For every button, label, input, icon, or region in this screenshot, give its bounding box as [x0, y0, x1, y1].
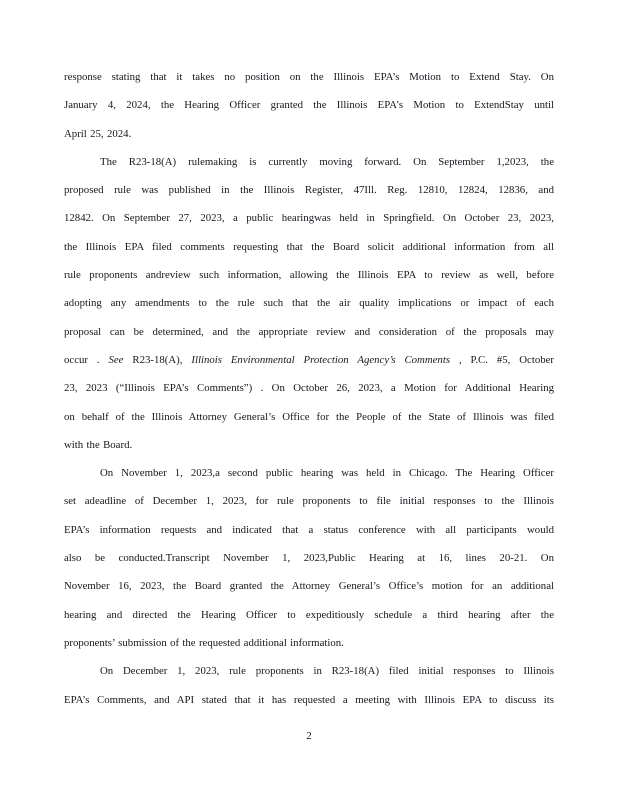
text-segment: EPA’s Comments, and API stated that it has requested a meeting with Illinois EPA to discuss its	[64, 693, 554, 706]
text-segment: On December 1, 2023, rule proponents in R23-18(A) filed initial responses to Illinois	[100, 665, 554, 678]
text-line	[64, 346, 554, 374]
text-segment: response stating that it takes no position on the Illinois EPA’s Motion to Extend Stay. On	[64, 71, 554, 83]
text-line	[64, 261, 554, 289]
italic-text-segment: See	[108, 353, 124, 366]
text-segment: On November 1, 2023,a second public hearing was held in Chicago. The Hearing Officer	[100, 467, 554, 480]
text-line	[64, 431, 554, 459]
page-number: 2	[306, 730, 312, 742]
text-segment: the Illinois EPA filed comments requesting that the Board solicit additional information from all	[64, 240, 554, 253]
text-segment: hearing and directed the Hearing Officer to expeditiously schedule a third hearing after the	[64, 608, 554, 621]
text-line	[64, 516, 554, 544]
text-line	[64, 120, 554, 148]
text-segment: also be conducted.Transcript November 1, 2023,Public Hearing at 16, lines 20-21. On	[64, 552, 554, 565]
text-line	[64, 459, 554, 487]
text-line	[64, 686, 554, 714]
text-segment: 23, 2023 (“Illinois EPA’s Comments”) . On October 26, 2023, a Motion for Additional Hearing	[64, 382, 554, 395]
text-segment: R23-18(A),	[123, 353, 192, 366]
italic-text-segment: Illinois Environmental Protection Agency’s Comments	[191, 353, 451, 366]
text-segment: The R23-18(A) rulemaking is currently moving forward. On September 1,2023, the	[100, 155, 554, 168]
text-segment: with the Board.	[64, 438, 133, 451]
document-body	[64, 63, 554, 714]
text-line	[64, 601, 554, 629]
text-segment: , P.C. #5, October	[450, 353, 555, 366]
text-segment: November 16, 2023, the Board granted the Attorney General’s Office’s motion for an additional	[64, 580, 554, 593]
text-line	[64, 91, 554, 119]
text-line	[64, 176, 554, 204]
text-line	[64, 374, 554, 402]
text-segment: proposed rule was published in the Illinois Register, 47Ill. Reg. 12810, 12824, 12836, and	[64, 184, 554, 197]
text-segment: occur .	[64, 353, 109, 366]
text-line	[64, 63, 554, 91]
text-line	[64, 657, 554, 685]
text-line	[64, 487, 554, 515]
text-segment: on behalf of the Illinois Attorney General’s Office for the People of the State of Illinois was filed	[64, 410, 554, 423]
text-segment: proposal can be determined, and the appropriate review and consideration of the proposals may	[64, 325, 554, 338]
text-line	[64, 403, 554, 431]
text-line	[64, 629, 554, 657]
text-segment: adopting any amendments to the rule such that the air quality implications or impact of each	[64, 297, 554, 310]
text-line	[64, 204, 554, 232]
text-segment: set adeadline of December 1, 2023, for rule proponents to file initial responses to the Illinois	[64, 495, 554, 508]
text-segment: January 4, 2024, the Hearing Officer granted the Illinois EPA’s Motion to ExtendStay until	[64, 99, 554, 112]
text-line	[64, 289, 554, 317]
text-line	[64, 318, 554, 346]
text-line	[64, 148, 554, 176]
text-line	[64, 544, 554, 572]
text-line	[64, 233, 554, 261]
text-segment: 12842. On September 27, 2023, a public hearingwas held in Springfield. On October 23, 2023,	[64, 212, 554, 225]
text-segment: EPA’s information requests and indicated that a status conference with all participants would	[64, 523, 554, 536]
text-segment: April 25, 2024.	[64, 127, 132, 140]
text-segment: rule proponents andreview such information, allowing the Illinois EPA to review as well, before	[64, 269, 554, 282]
text-line	[64, 572, 554, 600]
text-segment: proponents’ submission of the requested additional information.	[64, 636, 344, 649]
